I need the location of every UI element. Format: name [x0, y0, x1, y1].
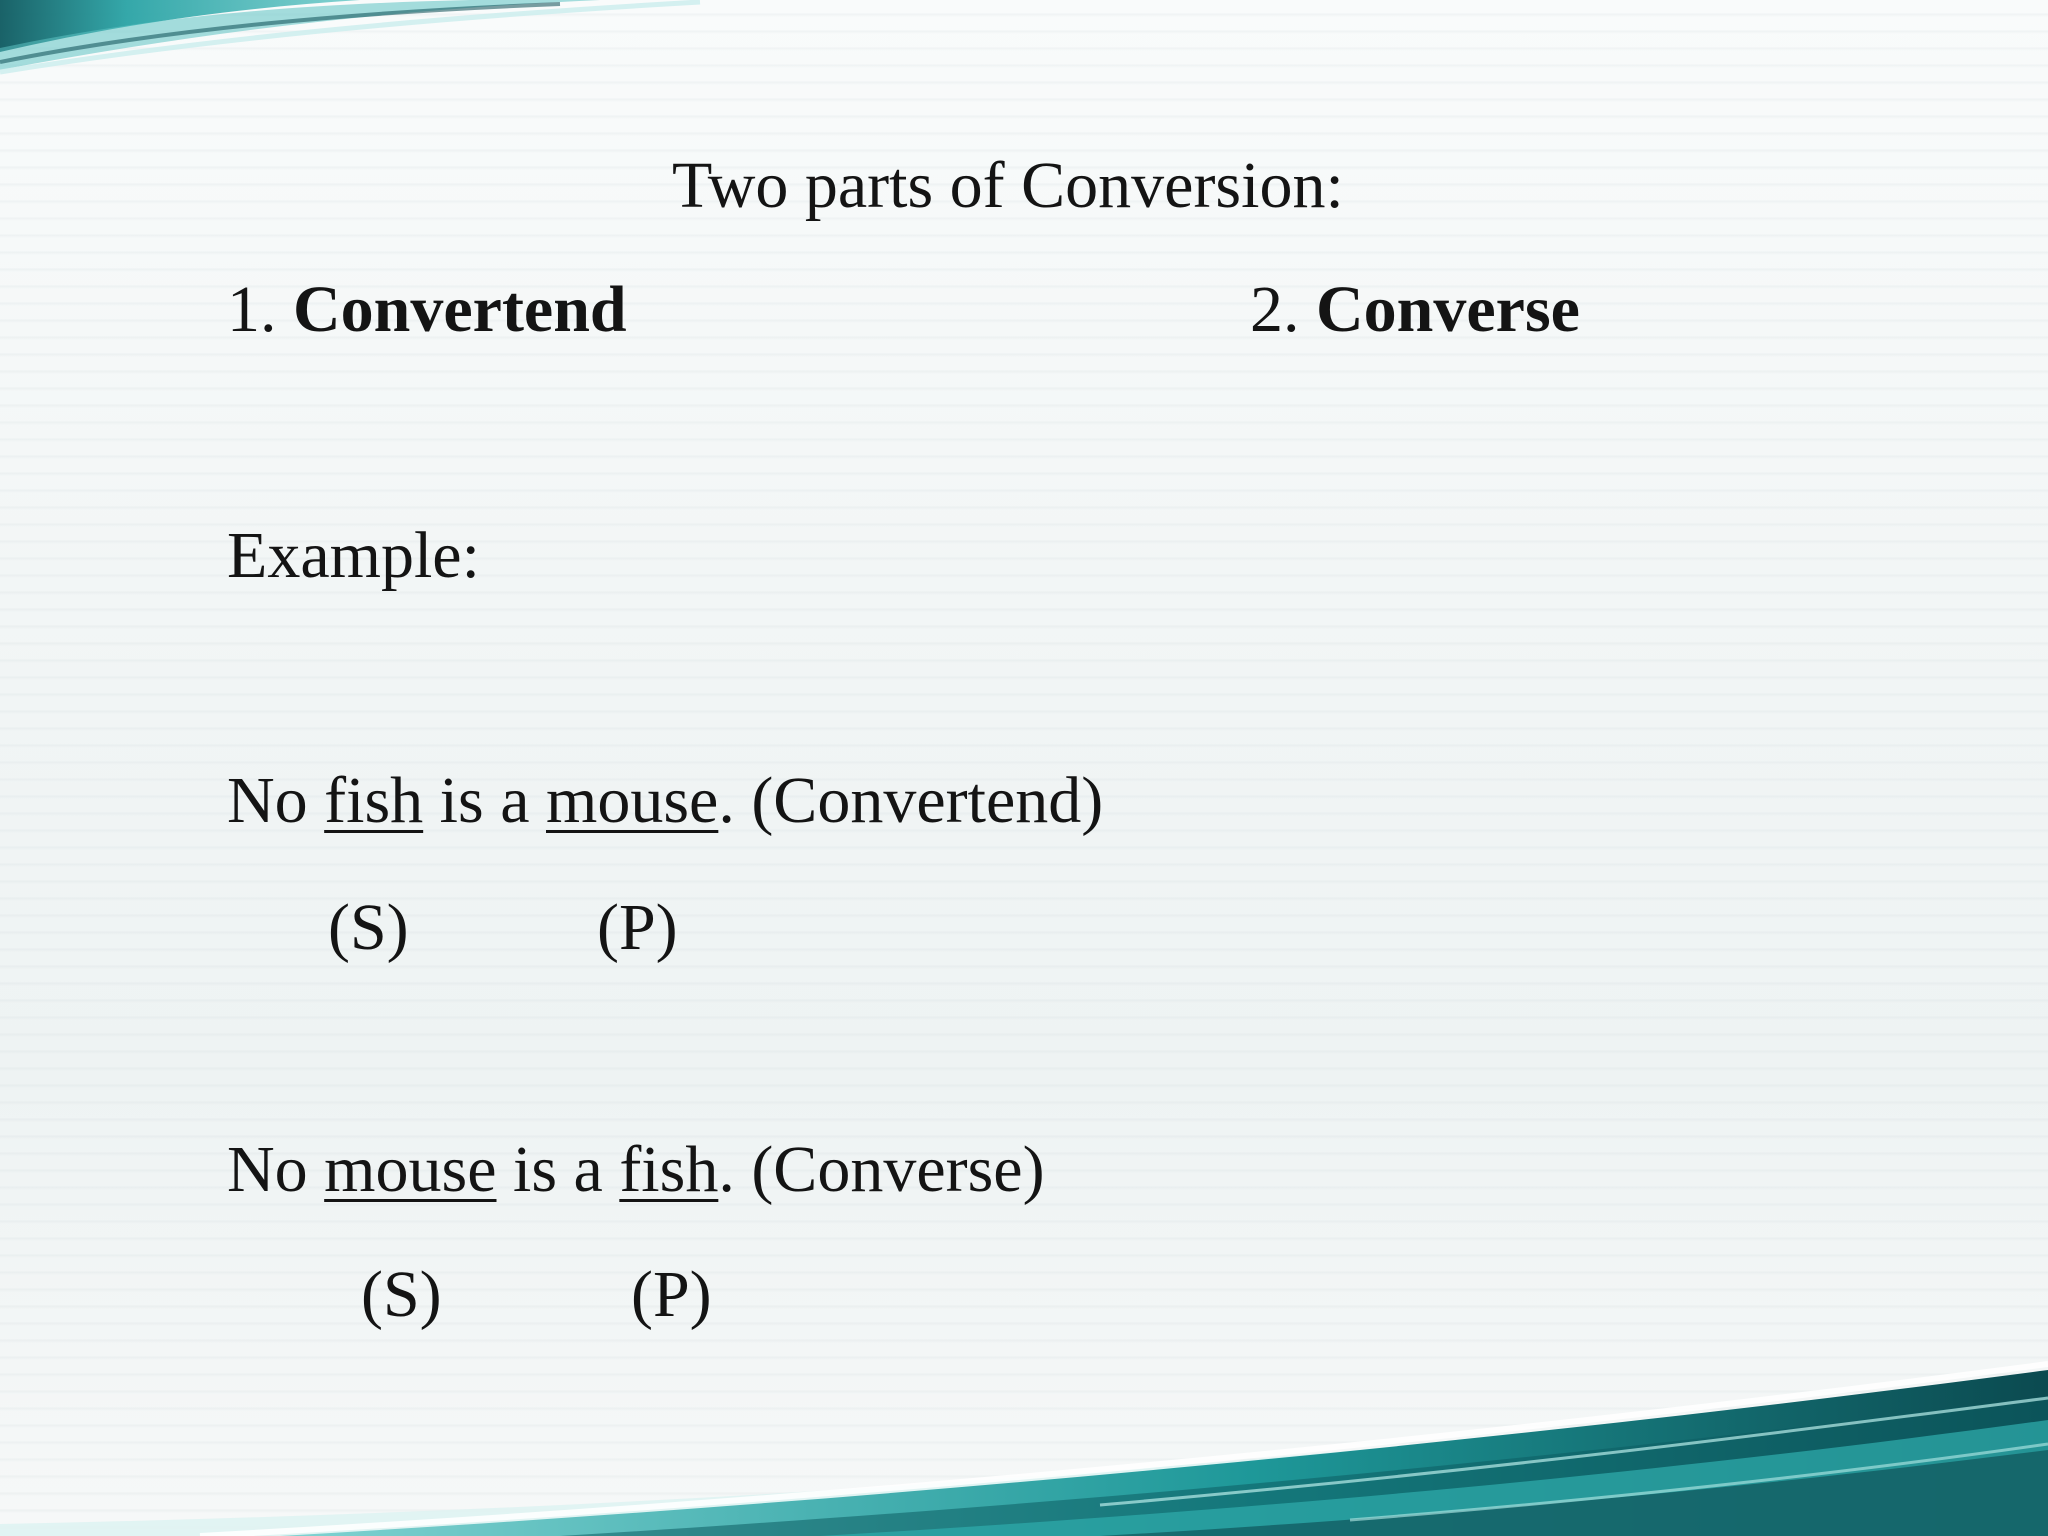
part-number: 2. — [1250, 273, 1300, 346]
sentence-word: is a — [513, 1133, 603, 1206]
predicate-marker: (P) — [597, 891, 678, 964]
part-convertend — [227, 273, 627, 346]
part-converse — [1250, 273, 1580, 346]
predicate-term: mouse — [546, 764, 719, 837]
sentence-word: No — [227, 764, 308, 837]
subject-term: mouse — [324, 1133, 497, 1206]
sentence-word: is a — [439, 764, 530, 837]
part-number: 1. — [227, 273, 277, 346]
sentence-tail: . (Converse) — [718, 1133, 1045, 1206]
example-label: Example: — [227, 519, 480, 592]
sentence-tail: . (Convertend) — [718, 764, 1104, 837]
slide-title: Two parts of Conversion: — [672, 149, 1344, 222]
subject-term: fish — [324, 764, 424, 837]
predicate-marker: (P) — [631, 1258, 712, 1331]
example-sentence-converse — [227, 1133, 1045, 1206]
example-sentence-convertend — [227, 764, 1104, 837]
part-label: Convertend — [293, 273, 627, 346]
subject-marker: (S) — [328, 891, 409, 964]
part-label: Converse — [1316, 273, 1580, 346]
predicate-term: fish — [619, 1133, 719, 1206]
sentence-word: No — [227, 1133, 308, 1206]
subject-marker: (S) — [361, 1258, 442, 1331]
